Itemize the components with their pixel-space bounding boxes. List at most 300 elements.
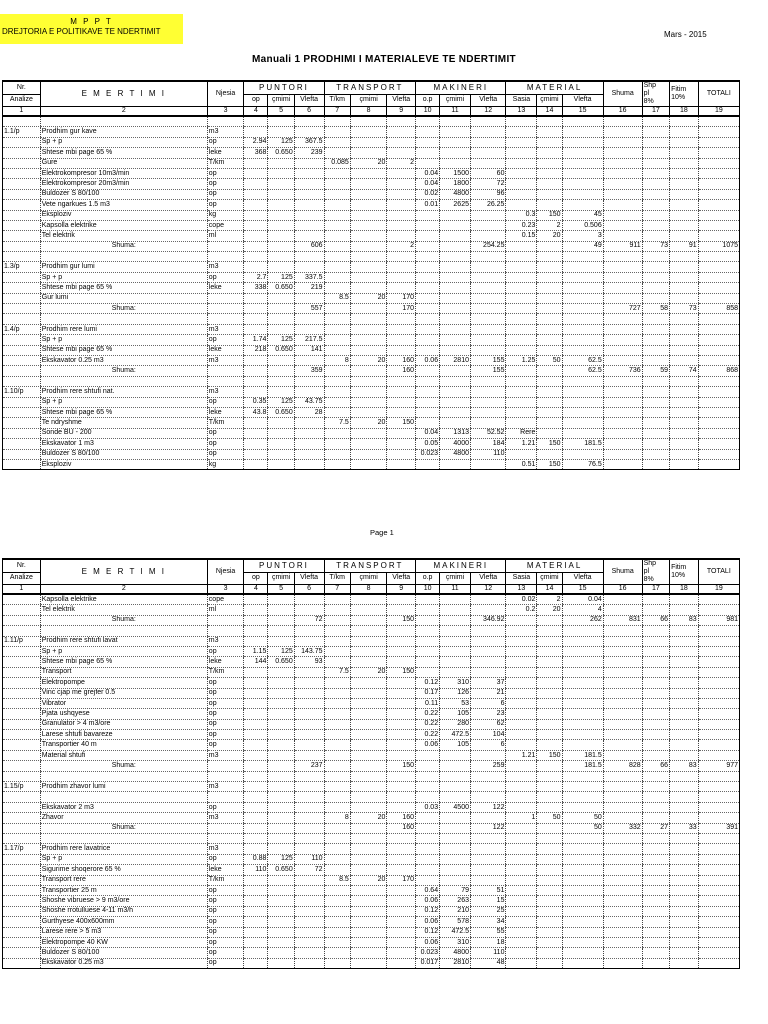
table-cell: 831 xyxy=(603,615,642,625)
table-cell xyxy=(642,750,669,760)
table-cell xyxy=(698,459,739,469)
table-cell xyxy=(670,709,699,719)
item-name xyxy=(40,376,207,386)
column-number: 8 xyxy=(350,585,387,595)
table-cell xyxy=(416,792,440,802)
table-cell xyxy=(416,833,440,843)
table-cell xyxy=(698,927,739,937)
table-cell xyxy=(324,896,350,906)
table-cell: 62.5 xyxy=(562,355,603,365)
header-fitim-fitim: Fitim xyxy=(671,86,687,93)
analysis-code xyxy=(3,771,41,781)
table-cell xyxy=(416,262,440,272)
table-cell: op xyxy=(207,137,244,147)
table-cell xyxy=(244,220,268,230)
table-cell: 52.52 xyxy=(470,428,505,438)
table-cell xyxy=(440,823,471,833)
table-cell xyxy=(470,646,505,656)
table-cell xyxy=(350,335,387,345)
table-cell xyxy=(244,709,268,719)
table-cell xyxy=(324,917,350,927)
table-cell xyxy=(440,272,471,282)
table-cell xyxy=(294,626,324,636)
table-cell xyxy=(324,137,350,147)
table-cell xyxy=(387,324,416,334)
table-cell xyxy=(387,387,416,397)
item-name: Gurthyese 400x600mm xyxy=(40,917,207,927)
table-cell xyxy=(470,335,505,345)
table-cell xyxy=(603,439,642,449)
table-cell xyxy=(470,252,505,262)
table-cell xyxy=(642,220,669,230)
table-cell xyxy=(350,885,387,895)
table-cell xyxy=(324,823,350,833)
table-cell xyxy=(324,262,350,272)
table-cell xyxy=(387,272,416,282)
header-sub-vlefta: Vlefta xyxy=(562,572,603,584)
table-cell xyxy=(603,948,642,958)
table-cell: 0.02 xyxy=(416,189,440,199)
table-cell xyxy=(387,335,416,345)
table-row xyxy=(3,750,740,760)
table-cell: 977 xyxy=(698,761,739,771)
table-cell xyxy=(506,761,537,771)
table-cell xyxy=(324,387,350,397)
table-cell: 868 xyxy=(698,366,739,376)
item-name: Shoshe vibruese > 9 m3/ore xyxy=(40,896,207,906)
table-row xyxy=(3,594,740,605)
table-cell xyxy=(603,709,642,719)
header-sub-tkm: T/km xyxy=(324,94,350,106)
table-cell xyxy=(670,200,699,210)
item-name: Shtese mbi page 65 % xyxy=(40,283,207,293)
table-cell xyxy=(470,127,505,137)
table-cell xyxy=(268,958,294,968)
table-cell: 150 xyxy=(387,667,416,677)
table-row xyxy=(3,854,740,864)
table-cell xyxy=(470,345,505,355)
header-sub-sasia: Sasia xyxy=(506,94,537,106)
item-name: Prodhim gur lumi xyxy=(40,262,207,272)
table-cell xyxy=(537,283,562,293)
table-cell xyxy=(642,802,669,812)
table-cell xyxy=(537,823,562,833)
table-cell xyxy=(268,667,294,677)
table-cell: 20 xyxy=(537,605,562,615)
table-cell xyxy=(470,636,505,646)
table-cell xyxy=(350,324,387,334)
table-cell xyxy=(642,158,669,168)
table-cell xyxy=(603,189,642,199)
table-cell xyxy=(416,667,440,677)
table-cell xyxy=(416,854,440,864)
table-cell xyxy=(506,189,537,199)
table-cell: 150 xyxy=(537,210,562,220)
table-cell xyxy=(698,262,739,272)
table-cell xyxy=(244,833,268,843)
column-number: 12 xyxy=(470,107,505,117)
table-cell xyxy=(440,252,471,262)
table-cell xyxy=(387,220,416,230)
table-cell xyxy=(244,802,268,812)
table-cell xyxy=(698,802,739,812)
table-cell xyxy=(506,865,537,875)
table-cell xyxy=(642,449,669,459)
table-cell xyxy=(603,355,642,365)
analysis-code xyxy=(3,896,41,906)
table-cell xyxy=(506,626,537,636)
table-cell xyxy=(603,428,642,438)
table-cell xyxy=(294,688,324,698)
table-cell xyxy=(670,283,699,293)
table-cell xyxy=(244,771,268,781)
table-cell xyxy=(440,875,471,885)
table-cell xyxy=(416,241,440,251)
table-cell: op xyxy=(207,646,244,656)
table-cell xyxy=(244,605,268,615)
table-cell xyxy=(268,927,294,937)
table-row xyxy=(3,948,740,958)
table-cell: 239 xyxy=(294,148,324,158)
table-cell xyxy=(562,387,603,397)
header-sub-vlefta: Vlefta xyxy=(470,94,505,106)
table-cell xyxy=(670,636,699,646)
header-transport: TRANSPORT xyxy=(324,559,416,572)
table-cell xyxy=(470,210,505,220)
table-cell xyxy=(350,594,387,605)
table-cell xyxy=(350,688,387,698)
table-cell xyxy=(470,459,505,469)
table-cell: 1.15 xyxy=(244,646,268,656)
table-cell xyxy=(506,418,537,428)
table-cell: leke xyxy=(207,283,244,293)
table-cell xyxy=(698,439,739,449)
table-cell xyxy=(244,158,268,168)
item-name: Transportier 40 m xyxy=(40,740,207,750)
table-cell xyxy=(537,740,562,750)
table-cell: 0.04 xyxy=(416,168,440,178)
table-cell xyxy=(670,657,699,667)
table-cell xyxy=(244,740,268,750)
table-cell xyxy=(642,116,669,127)
item-name xyxy=(40,314,207,324)
table-row xyxy=(3,885,740,895)
table-cell xyxy=(387,459,416,469)
table-cell xyxy=(562,262,603,272)
table-row xyxy=(3,740,740,750)
column-number: 7 xyxy=(324,585,350,595)
table-cell: 74 xyxy=(670,366,699,376)
table-cell xyxy=(537,948,562,958)
table-cell xyxy=(268,158,294,168)
table-cell xyxy=(324,636,350,646)
table-cell xyxy=(350,116,387,127)
table-cell xyxy=(387,844,416,854)
table-cell: 0.12 xyxy=(416,927,440,937)
table-cell xyxy=(642,833,669,843)
table-cell xyxy=(698,958,739,968)
table-row xyxy=(3,376,740,386)
table-cell xyxy=(268,376,294,386)
table-cell xyxy=(562,189,603,199)
header-njesia: Njesia xyxy=(207,81,244,107)
table-cell xyxy=(642,439,669,449)
table-cell xyxy=(440,459,471,469)
table-cell: m3 xyxy=(207,636,244,646)
table-cell xyxy=(244,948,268,958)
table-cell xyxy=(470,293,505,303)
table-cell xyxy=(350,231,387,241)
table-cell xyxy=(603,127,642,137)
table-cell xyxy=(470,158,505,168)
table-cell xyxy=(387,116,416,127)
table-cell: 20 xyxy=(350,293,387,303)
table-cell: Rere xyxy=(506,428,537,438)
analysis-code xyxy=(3,355,41,365)
table-cell xyxy=(440,116,471,127)
table-cell xyxy=(324,750,350,760)
table-cell: op xyxy=(207,906,244,916)
table-cell xyxy=(562,875,603,885)
table-cell xyxy=(268,937,294,947)
table-cell xyxy=(324,730,350,740)
table-cell xyxy=(562,252,603,262)
analysis-code xyxy=(3,657,41,667)
table-cell xyxy=(537,397,562,407)
table-cell xyxy=(562,200,603,210)
table-cell xyxy=(670,449,699,459)
table-cell xyxy=(642,418,669,428)
table-cell xyxy=(294,937,324,947)
analysis-code xyxy=(3,168,41,178)
table-cell xyxy=(506,636,537,646)
table-cell xyxy=(324,646,350,656)
table-cell xyxy=(416,594,440,605)
item-name: Kapsolla elektrike xyxy=(40,594,207,605)
table-cell xyxy=(603,168,642,178)
table-cell xyxy=(387,750,416,760)
table-cell xyxy=(562,293,603,303)
table-cell: T/km xyxy=(207,158,244,168)
analysis-code xyxy=(3,948,41,958)
table-cell xyxy=(670,740,699,750)
column-number: 16 xyxy=(603,107,642,117)
table-cell: 338 xyxy=(244,283,268,293)
column-number: 3 xyxy=(207,585,244,595)
analysis-code xyxy=(3,428,41,438)
table-cell xyxy=(244,314,268,324)
analysis-code xyxy=(3,906,41,916)
table-cell xyxy=(506,387,537,397)
table-cell xyxy=(387,958,416,968)
table-cell xyxy=(603,771,642,781)
table-cell xyxy=(642,906,669,916)
table-cell xyxy=(244,906,268,916)
table-cell: 66 xyxy=(642,761,669,771)
table-cell xyxy=(506,678,537,688)
table-cell xyxy=(642,730,669,740)
table-cell xyxy=(562,927,603,937)
table-cell xyxy=(506,272,537,282)
table-cell xyxy=(642,626,669,636)
table-cell: 73 xyxy=(642,241,669,251)
table-cell xyxy=(537,854,562,864)
table-cell xyxy=(294,387,324,397)
table-cell: 2 xyxy=(537,220,562,230)
table-cell xyxy=(440,241,471,251)
table-cell xyxy=(416,750,440,760)
table-cell xyxy=(603,792,642,802)
table-cell xyxy=(244,750,268,760)
table-cell xyxy=(244,262,268,272)
table-cell xyxy=(324,937,350,947)
table-cell: 50 xyxy=(537,355,562,365)
table-cell xyxy=(350,927,387,937)
table-cell xyxy=(642,189,669,199)
table-cell xyxy=(603,657,642,667)
table-cell xyxy=(350,200,387,210)
item-name: Sp + p xyxy=(40,854,207,864)
table-cell xyxy=(642,844,669,854)
table-cell: 8.5 xyxy=(324,293,350,303)
table-cell: 79 xyxy=(440,885,471,895)
table-cell xyxy=(698,387,739,397)
table-cell: 83 xyxy=(670,761,699,771)
table-cell xyxy=(642,345,669,355)
table-cell xyxy=(537,324,562,334)
item-name: Te ndryshme xyxy=(40,418,207,428)
table-cell xyxy=(698,948,739,958)
item-name xyxy=(40,833,207,843)
table-cell xyxy=(294,948,324,958)
table-cell xyxy=(562,345,603,355)
table-cell xyxy=(440,397,471,407)
table-cell xyxy=(440,594,471,605)
item-name: Gure xyxy=(40,158,207,168)
table-cell xyxy=(537,875,562,885)
header-emertimi: E M E R T I M I xyxy=(40,81,207,107)
table-cell xyxy=(350,917,387,927)
table-row xyxy=(3,730,740,740)
header-sub-op_p: o.p xyxy=(416,94,440,106)
table-cell xyxy=(294,127,324,137)
table-cell xyxy=(416,397,440,407)
table-cell xyxy=(294,709,324,719)
table-cell xyxy=(562,314,603,324)
table-cell xyxy=(506,906,537,916)
table-cell: 155 xyxy=(470,355,505,365)
table-row xyxy=(3,626,740,636)
table-cell xyxy=(324,885,350,895)
table-cell xyxy=(642,262,669,272)
table-cell: 20 xyxy=(350,418,387,428)
table-cell xyxy=(416,605,440,615)
table-cell: 310 xyxy=(440,937,471,947)
table-cell xyxy=(294,158,324,168)
table-cell xyxy=(562,709,603,719)
table-cell xyxy=(506,449,537,459)
table-cell: 110 xyxy=(470,948,505,958)
table-cell xyxy=(562,937,603,947)
table-cell xyxy=(324,782,350,792)
table-cell xyxy=(268,428,294,438)
table-cell xyxy=(603,283,642,293)
table-cell xyxy=(670,678,699,688)
table-cell: 0.06 xyxy=(416,740,440,750)
table-cell: 33 xyxy=(670,823,699,833)
analysis-code xyxy=(3,418,41,428)
header-sub-vlefta: Vlefta xyxy=(294,94,324,106)
table-cell xyxy=(324,231,350,241)
header-sub-sasia: Sasia xyxy=(506,572,537,584)
table-cell xyxy=(470,397,505,407)
table-cell xyxy=(207,761,244,771)
table-cell xyxy=(670,626,699,636)
table-cell: 391 xyxy=(698,823,739,833)
table-cell xyxy=(642,605,669,615)
table-cell: 105 xyxy=(440,740,471,750)
header-sub-cmimi: çmimi xyxy=(268,94,294,106)
table-cell xyxy=(642,168,669,178)
header-shp xyxy=(642,559,669,585)
table-cell: 125 xyxy=(268,137,294,147)
table-cell xyxy=(698,854,739,864)
column-number: 19 xyxy=(698,585,739,595)
table-cell xyxy=(324,220,350,230)
table-cell xyxy=(670,802,699,812)
table-cell xyxy=(324,366,350,376)
table-cell xyxy=(698,885,739,895)
table-cell xyxy=(698,418,739,428)
table-cell xyxy=(698,220,739,230)
item-name: Ekskavator 0.25 m3 xyxy=(40,958,207,968)
table-cell xyxy=(698,605,739,615)
item-name: Shtese mbi page 65 % xyxy=(40,345,207,355)
table-cell: 0.02 xyxy=(506,594,537,605)
table-cell xyxy=(294,802,324,812)
table-cell xyxy=(603,449,642,459)
table-cell xyxy=(603,231,642,241)
item-name: Vibrator xyxy=(40,698,207,708)
table-cell xyxy=(603,802,642,812)
header-sub-cmimi: çmimi xyxy=(350,572,387,584)
table-cell: m3 xyxy=(207,813,244,823)
table-cell xyxy=(537,200,562,210)
table-cell: 237 xyxy=(294,761,324,771)
table-cell xyxy=(537,127,562,137)
table-cell xyxy=(670,594,699,605)
table-cell xyxy=(670,854,699,864)
table-cell: 0.11 xyxy=(416,698,440,708)
table-cell xyxy=(506,116,537,127)
table-cell xyxy=(387,688,416,698)
table-cell xyxy=(470,387,505,397)
table-cell xyxy=(603,179,642,189)
table-cell xyxy=(416,220,440,230)
table-cell xyxy=(642,719,669,729)
table-cell xyxy=(698,896,739,906)
table-cell: 20 xyxy=(350,158,387,168)
table-cell: op xyxy=(207,335,244,345)
table-cell xyxy=(244,782,268,792)
table-cell xyxy=(350,782,387,792)
column-number: 2 xyxy=(40,585,207,595)
table-cell xyxy=(324,283,350,293)
table-cell: cope xyxy=(207,220,244,230)
table-cell: 170 xyxy=(387,304,416,314)
table-cell xyxy=(294,833,324,843)
table-cell xyxy=(350,148,387,158)
